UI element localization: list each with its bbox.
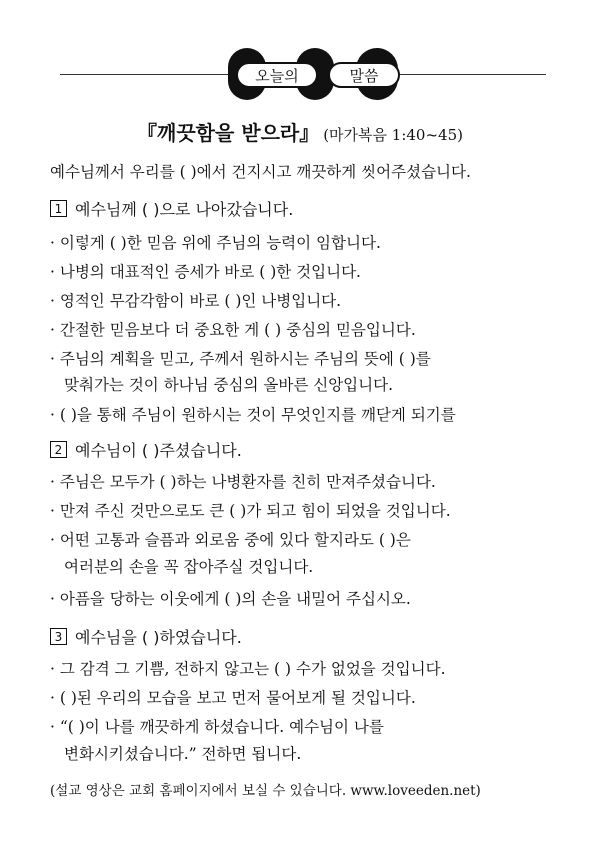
bullet-line: · 아픔을 당하는 이웃에게 ( )의 손을 내밀어 주십시오. (50, 590, 411, 608)
bullet-line: · “( )이 나를 깨끗하게 하셨습니다. 예수님이 나를 (50, 718, 384, 736)
title-main: 『깨끗함을 받으라』 (137, 121, 320, 145)
section-number: 3 (50, 628, 67, 645)
bullet-line: · ( )된 우리의 모습을 보고 먼저 물어보게 될 것입니다. (50, 689, 416, 707)
section-number: 1 (50, 200, 67, 217)
bullet-line: · 이렇게 ( )한 믿음 위에 주님의 능력이 임합니다. (50, 234, 381, 252)
banner-left-label: 오늘의 (236, 62, 318, 88)
section-number: 2 (50, 441, 67, 458)
bullet-line-continued: 여러분의 손을 꼭 잡아주실 것입니다. (64, 558, 314, 576)
section-heading-text: 예수님께 ( )으로 나아갔습니다. (75, 200, 294, 219)
section-heading (50, 197, 293, 220)
todays-word-banner (60, 48, 546, 100)
intro-line: 예수님께서 우리를 ( )에서 건지시고 깨끗하게 씻어주셨습니다. (50, 163, 471, 181)
bullet-line: · 주님의 계획을 믿고, 주께서 원하시는 주님의 뜻에 ( )를 (50, 350, 431, 368)
bullet-line: · ( )을 통해 주님이 원하시는 것이 무엇인지를 깨닫게 되기를 (50, 406, 456, 424)
bullet-line-continued: 변화시키셨습니다.” 전하면 됩니다. (64, 745, 302, 763)
section-heading (50, 438, 242, 461)
section-heading-text: 예수님이 ( )주셨습니다. (75, 441, 242, 460)
section-heading (50, 625, 242, 648)
scripture-reference: (마가복음 1:40~45) (323, 126, 463, 144)
banner-right-label: 말씀 (328, 62, 400, 88)
bullet-line: · 어떤 고통과 슬픔과 외로움 중에 있다 할지라도 ( )은 (50, 531, 411, 549)
section-heading-text: 예수님을 ( )하였습니다. (75, 628, 242, 647)
bullet-line: · 만져 주신 것만으로도 큰 ( )가 되고 힘이 되었을 것입니다. (50, 502, 451, 520)
bullet-line: · 영적인 무감각함이 바로 ( )인 나병입니다. (50, 292, 342, 310)
footer-note: (설교 영상은 교회 홈페이지에서 보실 수 있습니다. www.loveeden.net) (50, 783, 481, 799)
bullet-line-continued: 맞춰가는 것이 하나님 중심의 올바른 신앙입니다. (64, 376, 394, 394)
bullet-line: · 주님은 모두가 ( )하는 나병환자를 친히 만져주셨습니다. (50, 473, 436, 491)
bullet-line: · 간절한 믿음보다 더 중요한 게 ( ) 중심의 믿음입니다. (50, 321, 416, 339)
bullet-line: · 나병의 대표적인 증세가 바로 ( )한 것입니다. (50, 263, 361, 281)
sermon-title (0, 117, 600, 146)
bullet-line: · 그 감격 그 기쁨, 전하지 않고는 ( ) 수가 없었을 것입니다. (50, 660, 446, 678)
